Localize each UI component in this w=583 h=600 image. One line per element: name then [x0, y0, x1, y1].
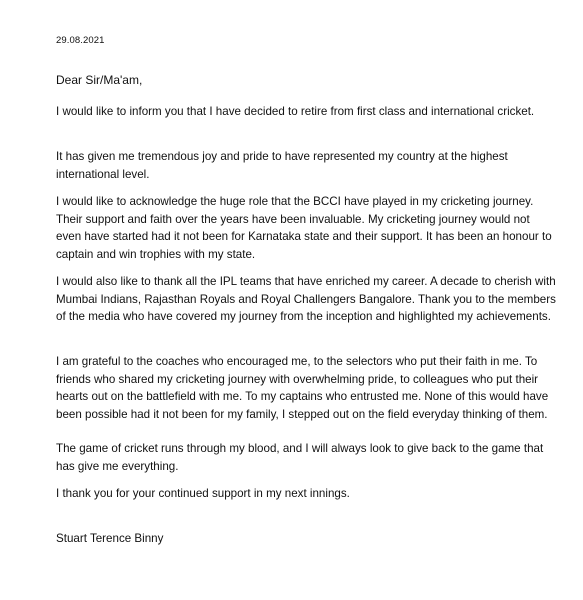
paragraph-game: The game of cricket runs through my blood, and I will always look to give back to the game that has give me everything. — [56, 442, 544, 473]
paragraph-ipl: I would also like to thank all the IPL teams that have enriched my career. A decade to cherish with Mumbai Indians, Rajasthan Royals and Royal Challengers Bangalore. Thank you to the members of the media who have covered my journey from the inception and highlighted my achievements. — [56, 275, 556, 324]
paragraph-gratitude: I am grateful to the coaches who encouraged me, to the selectors who put their faith in me. To friends who shared my cricketing journey with overwhelming pride, to colleagues who put their hearts out on the battlefield with me. To my captains who entrusted me. None of this would have been possible had it not been for my family, I stepped out on the field everyday thinking of them. — [56, 355, 549, 421]
paragraph-pride: It has given me tremendous joy and pride to have represented my country at the highest international level. — [56, 150, 508, 181]
salutation: Dear Sir/Ma'am, — [56, 73, 143, 87]
letter-date: 29.08.2021 — [56, 35, 105, 46]
signature-name: Stuart Terence Binny — [56, 532, 164, 545]
paragraph-retirement: I would like to inform you that I have decided to retire from first class and international cricket. — [56, 105, 535, 118]
paragraph-bcci: I would like to acknowledge the huge role that the BCCI have played in my cricketing journey. Their support and faith over the years have been invaluable. My cricketing journey would not even have started had it not been for Karnataka state and their support. It has been an honour to captain and win trophies with my state. — [56, 195, 552, 261]
paragraph-thanks: I thank you for your continued support in my next innings. — [56, 487, 350, 500]
